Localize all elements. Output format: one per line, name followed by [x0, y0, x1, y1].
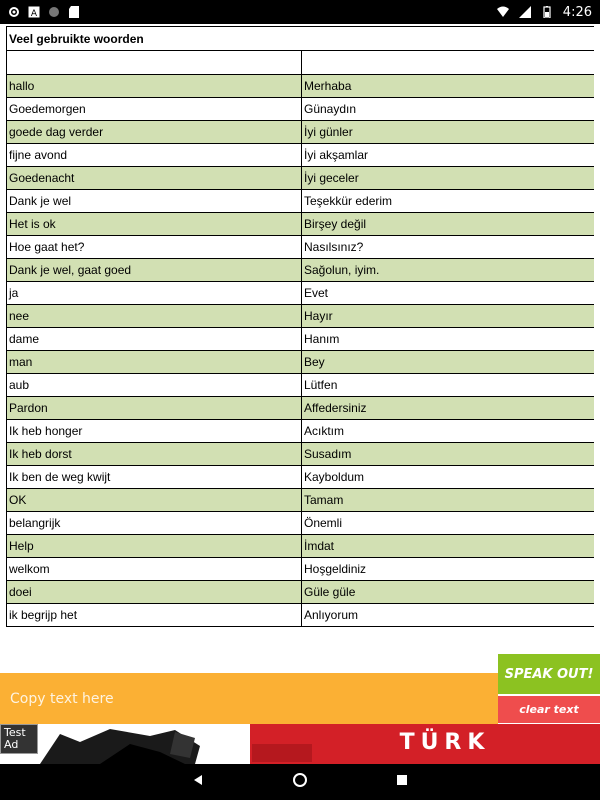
home-circle-icon[interactable]	[290, 772, 310, 792]
table-row	[7, 98, 595, 121]
turkish-word-cell: Önemli	[302, 512, 595, 535]
table-row	[7, 75, 595, 98]
status-time: 4:26	[562, 4, 592, 20]
turkish-word-cell: Birşey değil	[302, 213, 595, 236]
table-row	[7, 167, 595, 190]
table-title-row	[7, 27, 595, 51]
dutch-word-cell: Pardon	[7, 397, 302, 420]
table-row	[7, 420, 595, 443]
back-triangle-icon[interactable]	[188, 774, 208, 790]
table-row	[7, 213, 595, 236]
turkish-word-cell: Hanım	[302, 328, 595, 351]
vocab-table	[6, 26, 594, 627]
table-row	[7, 351, 595, 374]
table-row	[7, 305, 595, 328]
turkish-word-cell: İmdat	[302, 535, 595, 558]
table-header-row	[7, 51, 595, 75]
header-cell-left	[7, 51, 302, 75]
turkish-word-cell: Teşekkür ederim	[302, 190, 595, 213]
table-row	[7, 282, 595, 305]
gear-icon	[8, 6, 20, 18]
recents-square-icon[interactable]	[392, 774, 412, 790]
turkish-word-cell: Günaydın	[302, 98, 595, 121]
table-row	[7, 535, 595, 558]
battery-icon	[541, 6, 553, 18]
dutch-word-cell: Help	[7, 535, 302, 558]
turkish-word-cell: Hayır	[302, 305, 595, 328]
table-row	[7, 259, 595, 282]
dutch-word-cell: Dank je wel	[7, 190, 302, 213]
status-left-icons	[8, 6, 80, 18]
svg-text:A: A	[30, 9, 38, 18]
dutch-word-cell: man	[7, 351, 302, 374]
table-row	[7, 604, 595, 627]
dutch-word-cell: ja	[7, 282, 302, 305]
turkish-word-cell: İyi geceler	[302, 167, 595, 190]
circle-icon	[48, 6, 60, 18]
input-bar	[0, 673, 498, 724]
dutch-word-cell: aub	[7, 374, 302, 397]
turkish-word-cell: Susadım	[302, 443, 595, 466]
turkish-word-cell: Güle güle	[302, 581, 595, 604]
copy-text-input[interactable]	[8, 683, 492, 715]
dutch-word-cell: OK	[7, 489, 302, 512]
dutch-word-cell: Ik heb dorst	[7, 443, 302, 466]
turkish-word-cell: Merhaba	[302, 75, 595, 98]
ad-text: TÜRK	[399, 730, 491, 755]
turkish-word-cell: Lütfen	[302, 374, 595, 397]
table-row	[7, 512, 595, 535]
turkish-word-cell: Evet	[302, 282, 595, 305]
dutch-word-cell: hallo	[7, 75, 302, 98]
table-row	[7, 581, 595, 604]
clear-text-button[interactable]: clear text	[498, 696, 600, 723]
dutch-word-cell: doei	[7, 581, 302, 604]
dutch-word-cell: Ik heb honger	[7, 420, 302, 443]
table-row	[7, 374, 595, 397]
table-row	[7, 121, 595, 144]
dutch-word-cell: Dank je wel, gaat goed	[7, 259, 302, 282]
dutch-word-cell: goede dag verder	[7, 121, 302, 144]
table-row	[7, 144, 595, 167]
table-row	[7, 558, 595, 581]
sd-card-icon	[68, 6, 80, 18]
vocab-scroll-area[interactable]	[6, 26, 594, 673]
turkish-word-cell: İyi günler	[302, 121, 595, 144]
turkish-word-cell: Acıktım	[302, 420, 595, 443]
turkish-word-cell: Sağolun, iyim.	[302, 259, 595, 282]
turkish-word-cell: Bey	[302, 351, 595, 374]
table-row	[7, 397, 595, 420]
speak-out-button[interactable]: SPEAK OUT!	[498, 654, 600, 694]
dutch-word-cell: ik begrijp het	[7, 604, 302, 627]
table-row	[7, 236, 595, 259]
turkish-word-cell: Hoşgeldiniz	[302, 558, 595, 581]
turkish-word-cell: Anlıyorum	[302, 604, 595, 627]
dutch-word-cell: Ik ben de weg kwijt	[7, 466, 302, 489]
table-title: Veel gebruikte woorden	[7, 27, 595, 51]
turkish-word-cell: Tamam	[302, 489, 595, 512]
wifi-icon	[497, 6, 509, 18]
signal-icon	[519, 6, 531, 18]
table-row	[7, 489, 595, 512]
ad-banner[interactable]	[0, 724, 600, 764]
table-row	[7, 328, 595, 351]
header-cell-right	[302, 51, 595, 75]
dutch-word-cell: fijne avond	[7, 144, 302, 167]
status-right-icons	[497, 5, 592, 20]
table-row	[7, 190, 595, 213]
dutch-word-cell: Het is ok	[7, 213, 302, 236]
dutch-word-cell: nee	[7, 305, 302, 328]
table-row	[7, 443, 595, 466]
dutch-word-cell: Hoe gaat het?	[7, 236, 302, 259]
turkish-word-cell: Affedersiniz	[302, 397, 595, 420]
dutch-word-cell: welkom	[7, 558, 302, 581]
dutch-word-cell: Goedemorgen	[7, 98, 302, 121]
turkish-word-cell: İyi akşamlar	[302, 144, 595, 167]
dutch-word-cell: Goedenacht	[7, 167, 302, 190]
dutch-word-cell: belangrijk	[7, 512, 302, 535]
font-icon	[28, 6, 40, 18]
turkish-word-cell: Kayboldum	[302, 466, 595, 489]
dutch-word-cell: dame	[7, 328, 302, 351]
turkish-word-cell: Nasılsınız?	[302, 236, 595, 259]
status-bar	[0, 0, 600, 24]
table-row	[7, 466, 595, 489]
test-ad-badge: Test Ad	[0, 724, 38, 754]
navigation-bar	[0, 764, 600, 800]
